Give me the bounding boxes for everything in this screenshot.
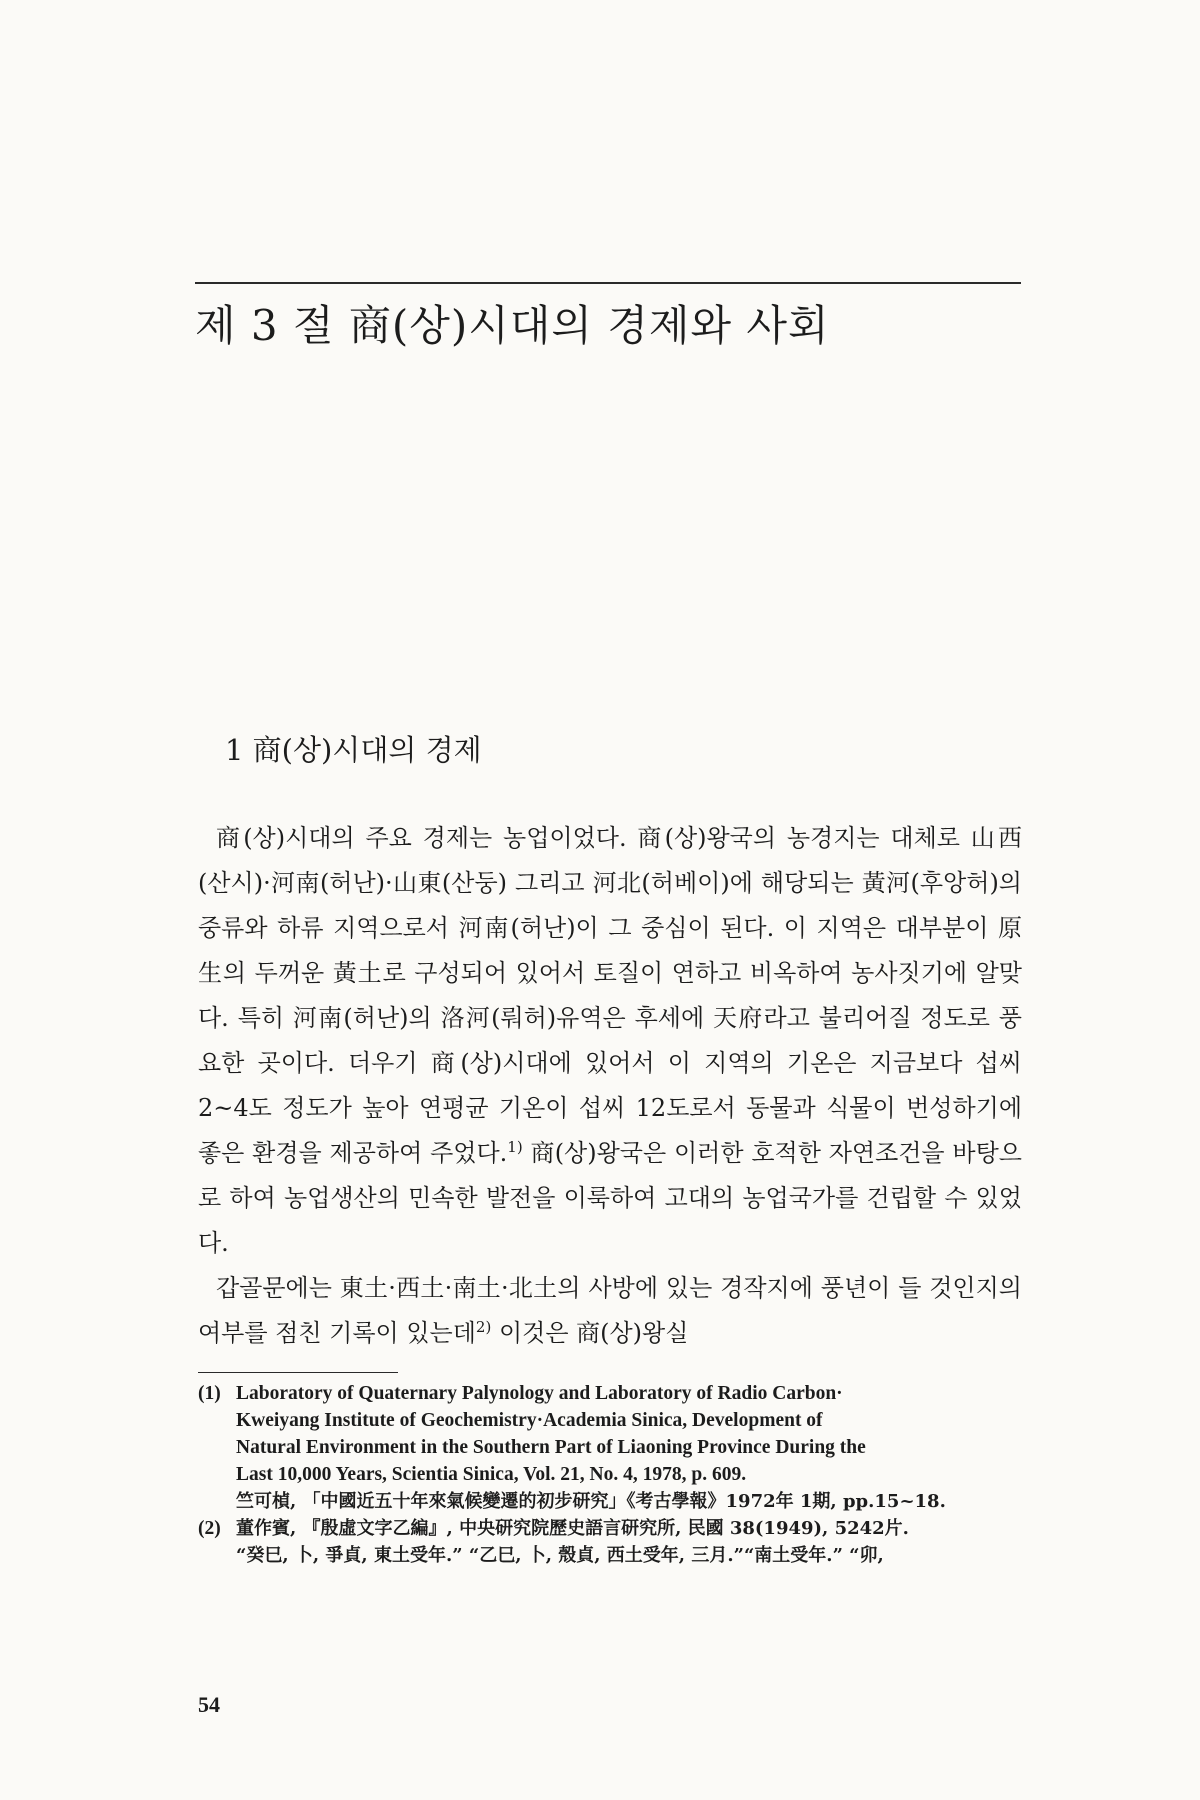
body-paragraph <box>198 1266 1022 1356</box>
body-text <box>198 816 1022 1356</box>
paragraph-text: 갑골문에는 東土·西土·南土·北土의 사방에 있는 경작지에 풍년이 들 것인지의 여부를 점친 기록이 있는데 <box>198 1274 1022 1347</box>
chapter-top-rule <box>195 282 1021 284</box>
footnote-line: 竺可楨, 「中國近五十年來氣候變遷的初步研究」《考古學報》1972年 1期, pp.15~18. <box>236 1491 946 1512</box>
footnote-line: Kweiyang Institute of Geochemistry·Academia Sinica, Development of <box>236 1410 823 1431</box>
footnote-line: 董作賓, 『殷虛文字乙編』, 中央研究院歷史語言研究所, 民國 38(1949), 5242片. <box>236 1518 909 1539</box>
section-heading: 1 商(상)시대의 경제 <box>225 733 482 767</box>
footnote-number: (2) <box>198 1518 221 1539</box>
footnote-1 <box>198 1380 1022 1515</box>
footnote-body <box>236 1380 1022 1515</box>
chapter-title: 제 3 절 商(상)시대의 경제와 사회 <box>195 301 830 350</box>
footnote-divider <box>198 1372 398 1373</box>
footnote-line: “癸巳, 卜, 爭貞, 東土受年.” “乙巳, 卜, 殼貞, 西土受年, 三月.”“南土受年.” “卯, <box>236 1545 884 1566</box>
footnote-line: Last 10,000 Years, Scientia Sinica, Vol. 21, No. 4, 1978, p. 609. <box>236 1464 747 1485</box>
footnotes <box>198 1380 1022 1569</box>
paragraph-text: 商(상)시대의 주요 경제는 농업이었다. 商(상)왕국의 농경지는 대체로 山西(산시)·河南(허난)·山東(산둥) 그리고 河北(허베이)에 해당되는 黃河(후앙허)의 중류와 하류 지역으로서 河南(허난)이 그 중심이 된다. 이 지역은 대부분이 原生의 두꺼운 黃土로 구성되어 있어서 토질이 연하고 비옥하여 농사짓기에 알맞다. 특히 河南(허난)의 洛河(뤄허)유역은 후세에 天府라고 불리어질 정도로 풍요한 곳이다. 더우기 商(상)시대에 있어서 이 지역의 기온은 지금보다 섭씨 2~4도 정도가 높아 연평균 기온이 섭씨 12도로서 동물과 식물이 번성하기에 좋은 환경을 제공하여 주었다. <box>198 824 1022 1167</box>
paragraph-text-tail: 商(상)왕국은 이러한 호적한 자연조건을 바탕으로 하여 농업생산의 민속한 발전을 이룩하여 고대의 농업국가를 건립할 수 있었다. <box>198 1139 1022 1257</box>
paragraph-text-tail: 이것은 商(상)왕실 <box>491 1319 689 1347</box>
body-paragraph <box>198 816 1022 1266</box>
footnote-number: (1) <box>198 1383 221 1404</box>
footnote-ref-2: 2) <box>475 1318 492 1336</box>
footnote-body <box>236 1515 1022 1569</box>
page-number: 54 <box>198 1692 220 1717</box>
footnote-ref-1: 1) <box>507 1138 523 1156</box>
footnote-2 <box>198 1515 1022 1569</box>
footnote-line: Laboratory of Quaternary Palynology and Laboratory of Radio Carbon· <box>236 1383 843 1404</box>
footnote-line: Natural Environment in the Southern Part of Liaoning Province During the <box>236 1437 866 1458</box>
